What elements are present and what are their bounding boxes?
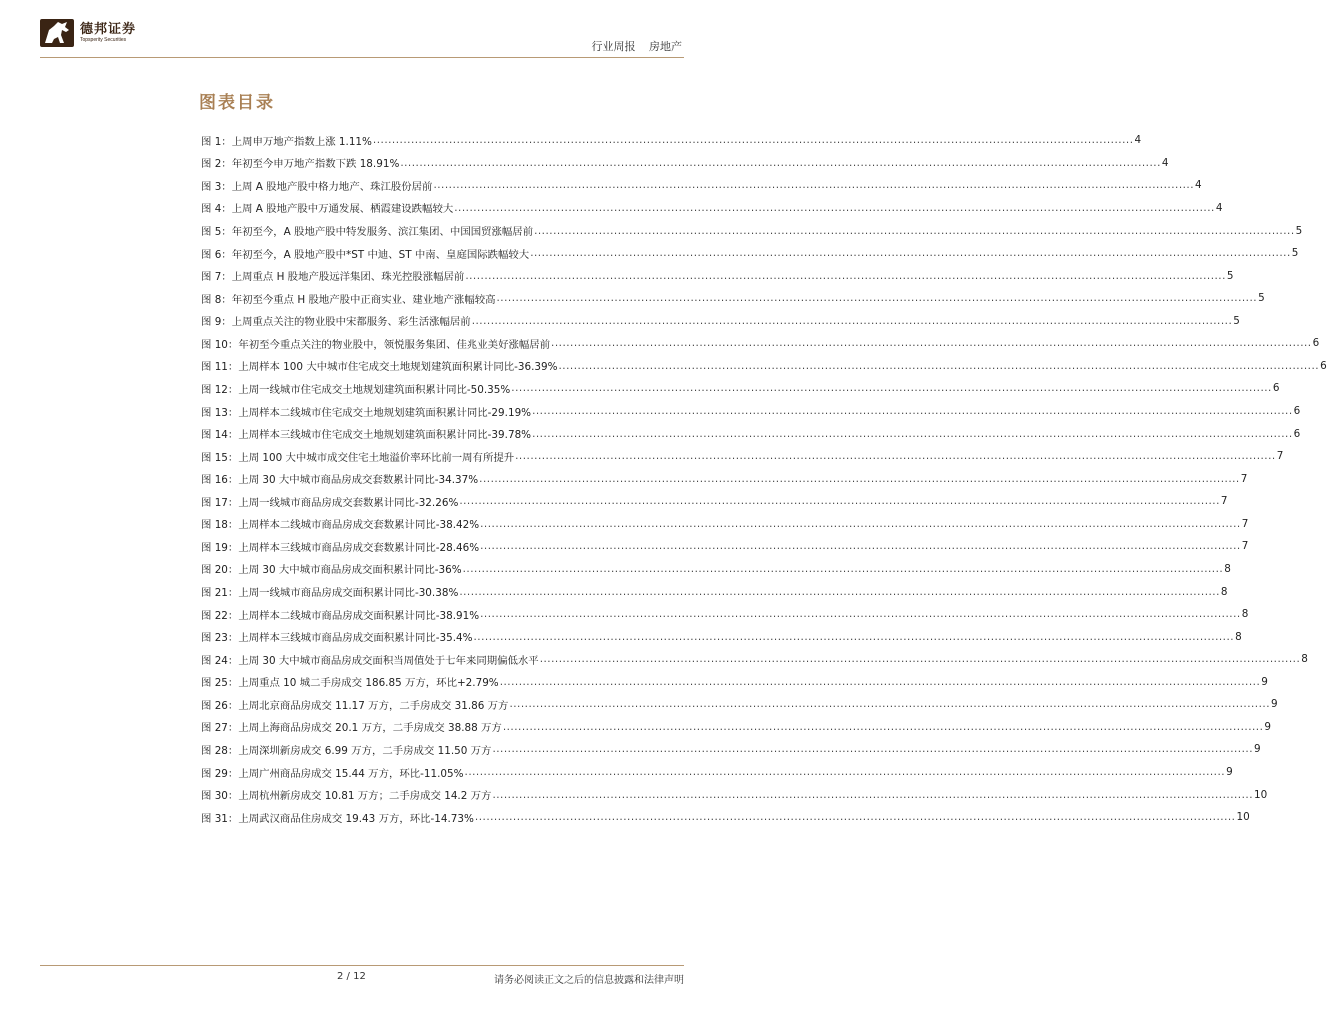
toc-entry-page: 10 xyxy=(1236,811,1250,824)
horse-logo-icon xyxy=(40,17,76,49)
toc-entry-label: 图 24： xyxy=(201,654,239,667)
toc-entry-label: 图 7： xyxy=(201,271,232,284)
company-name-cn: 德邦证券 xyxy=(80,22,137,37)
toc-entry-title: 上周样本 100 大中城市住宅成交土地规划建筑面积累计同比-36.39% xyxy=(238,361,558,374)
toc-dot-leader: ........................................................................................................................................................................................................ xyxy=(474,811,1236,824)
toc-dot-leader: ........................................................................................................................................................................................................ xyxy=(462,562,1224,575)
toc-entry[interactable] xyxy=(201,558,1231,581)
toc-dot-leader: ........................................................................................................................................................................................................ xyxy=(515,450,1276,463)
toc-entry-page: 4 xyxy=(1161,156,1169,169)
toc-dot-leader: ........................................................................................................................................................................................................ xyxy=(433,179,1195,192)
toc-entry-label: 图 11： xyxy=(201,361,239,374)
toc-entry-label: 图 25： xyxy=(201,677,239,690)
toc-entry[interactable] xyxy=(201,332,1320,355)
toc-entry-page: 9 xyxy=(1261,675,1268,688)
toc-entry-label: 图 8： xyxy=(201,293,232,306)
toc-dot-leader: ........................................................................................................................................................................................................ xyxy=(534,224,1295,237)
toc-entry-page: 6 xyxy=(1312,337,1320,350)
toc-entry-page: 5 xyxy=(1226,269,1234,282)
toc-entry[interactable] xyxy=(201,197,1223,220)
toc-dot-leader: ........................................................................................................................................................................................................ xyxy=(464,766,1226,779)
toc-entry-title: 上周 A 股地产股中格力地产、珠江股份居前 xyxy=(231,180,433,193)
toc-entry[interactable] xyxy=(201,580,1228,603)
toc-entry-label: 图 13： xyxy=(201,406,239,419)
toc-dot-leader: ........................................................................................................................................................................................................ xyxy=(400,156,1161,169)
toc-dot-leader: ........................................................................................................................................................................................................ xyxy=(509,698,1271,711)
toc-dot-leader: ........................................................................................................................................................................................................ xyxy=(539,653,1301,666)
toc-entry-label: 图 10： xyxy=(201,338,239,351)
toc-entry[interactable] xyxy=(201,693,1278,716)
toc-entry-title: 上周重点 10 城二手房成交 186.85 万方，环比+2.79% xyxy=(238,677,499,690)
toc-entry-page: 7 xyxy=(1220,495,1228,508)
toc-entry-label: 图 21： xyxy=(201,587,239,600)
toc-entry-title: 上周申万地产指数上涨 1.11% xyxy=(231,135,372,148)
table-of-figures xyxy=(201,129,1327,828)
toc-dot-leader: ........................................................................................................................................................................................................ xyxy=(492,788,1254,801)
toc-entry-title: 上周一线城市商品房成交套数累计同比-32.26% xyxy=(238,496,459,509)
toc-entry-title: 上周 30 大中城市商品房成交面积累计同比-36% xyxy=(238,564,462,577)
legal-disclaimer: 请务必阅读正文之后的信息披露和法律声明 xyxy=(494,975,684,986)
toc-entry-title: 年初至今，A 股地产股中特发服务、滨江集团、中国国贸涨幅居前 xyxy=(231,226,534,239)
toc-entry-title: 上周样本三线城市商品房成交面积累计同比-35.4% xyxy=(238,632,473,645)
toc-entry[interactable] xyxy=(201,242,1299,265)
toc-entry-page: 7 xyxy=(1241,540,1249,553)
report-type: 行业周报 xyxy=(591,40,636,53)
company-logo xyxy=(40,16,136,50)
toc-entry-label: 图 27： xyxy=(201,722,239,735)
toc-entry-page: 4 xyxy=(1195,179,1202,192)
toc-entry-page: 6 xyxy=(1272,382,1280,395)
toc-entry-title: 上周深圳新房成交 6.99 万方，二手房成交 11.50 万方 xyxy=(238,744,492,757)
toc-entry-label: 图 17： xyxy=(201,496,239,509)
toc-entry-page: 9 xyxy=(1271,698,1278,711)
report-sector: 房地产 xyxy=(649,40,682,53)
toc-entry[interactable] xyxy=(201,783,1268,806)
toc-entry[interactable] xyxy=(201,400,1301,423)
toc-entry-page: 8 xyxy=(1241,608,1249,621)
toc-entry-page: 5 xyxy=(1291,247,1299,260)
toc-dot-leader: ........................................................................................................................................................................................................ xyxy=(496,292,1258,305)
toc-entry-title: 年初至今，A 股地产股中*ST 中迪、ST 中南、皇庭国际跌幅较大 xyxy=(231,248,530,261)
toc-dot-leader: ........................................................................................................................................................................................................ xyxy=(551,337,1312,350)
toc-entry[interactable] xyxy=(201,535,1249,558)
page-number: 2 / 12 xyxy=(337,971,366,982)
toc-entry[interactable] xyxy=(201,467,1248,490)
toc-entry[interactable] xyxy=(201,445,1284,468)
toc-entry-page: 9 xyxy=(1254,743,1261,756)
toc-entry-label: 图 6： xyxy=(201,248,232,261)
toc-dot-leader: ........................................................................................................................................................................................................ xyxy=(459,585,1220,598)
toc-entry-page: 5 xyxy=(1258,292,1265,305)
toc-entry-page: 4 xyxy=(1215,201,1223,214)
toc-entry-title: 上周上海商品房成交 20.1 万方，二手房成交 38.88 万方 xyxy=(238,722,502,735)
toc-dot-leader: ........................................................................................................................................................................................................ xyxy=(511,382,1272,395)
toc-entry-page: 8 xyxy=(1235,630,1242,643)
footer-divider xyxy=(40,965,684,966)
toc-entry-label: 图 31： xyxy=(201,812,239,825)
toc-entry-label: 图 1： xyxy=(201,135,232,148)
toc-entry-title: 上周 A 股地产股中万通发展、栖霞建设跌幅较大 xyxy=(231,203,454,216)
toc-entry[interactable] xyxy=(201,761,1233,784)
toc-entry-label: 图 3： xyxy=(201,180,232,193)
toc-dot-leader: ........................................................................................................................................................................................................ xyxy=(480,608,1241,621)
toc-entry[interactable] xyxy=(201,603,1249,626)
toc-entry[interactable] xyxy=(201,355,1327,378)
toc-dot-leader: ........................................................................................................................................................................................................ xyxy=(473,630,1235,643)
report-header-tags xyxy=(592,38,683,54)
toc-entry[interactable] xyxy=(201,625,1242,648)
toc-entry-label: 图 2： xyxy=(201,158,232,171)
toc-entry-title: 上周样本二线城市住宅成交土地规划建筑面积累计同比-29.19% xyxy=(238,406,532,419)
toc-dot-leader: ........................................................................................................................................................................................................ xyxy=(479,472,1240,485)
toc-dot-leader: ........................................................................................................................................................................................................ xyxy=(558,359,1320,372)
toc-entry-label: 图 9： xyxy=(201,316,232,329)
toc-dot-leader: ........................................................................................................................................................................................................ xyxy=(492,743,1254,756)
toc-entry-title: 上周重点关注的物业股中宋都服务、彩生活涨幅居前 xyxy=(231,316,471,329)
toc-entry-label: 图 14： xyxy=(201,429,239,442)
toc-entry[interactable] xyxy=(201,422,1301,445)
toc-entry[interactable] xyxy=(201,806,1250,829)
toc-entry[interactable] xyxy=(201,377,1280,400)
toc-entry[interactable] xyxy=(201,152,1169,175)
toc-entry[interactable] xyxy=(201,738,1261,761)
toc-entry-label: 图 22： xyxy=(201,609,239,622)
toc-entry-page: 5 xyxy=(1295,224,1303,237)
toc-entry[interactable] xyxy=(201,310,1240,333)
toc-entry[interactable] xyxy=(201,264,1234,287)
toc-entry-title: 上周武汉商品住房成交 19.43 万方，环比-14.73% xyxy=(238,812,474,825)
toc-dot-leader: ........................................................................................................................................................................................................ xyxy=(532,427,1293,440)
header-divider xyxy=(40,57,684,58)
toc-entry-label: 图 18： xyxy=(201,519,239,532)
toc-entry[interactable] xyxy=(201,287,1265,310)
toc-entry-page: 5 xyxy=(1233,314,1240,327)
toc-entry-page: 7 xyxy=(1276,450,1284,463)
toc-entry[interactable] xyxy=(201,671,1268,694)
toc-entry-label: 图 29： xyxy=(201,767,239,780)
company-name-en: Topsperity Securities xyxy=(80,37,127,43)
toc-entry-label: 图 20： xyxy=(201,564,239,577)
toc-entry-label: 图 4： xyxy=(201,203,232,216)
toc-entry-title: 上周样本二线城市商品房成交套数累计同比-38.42% xyxy=(238,519,480,532)
toc-entry-page: 4 xyxy=(1134,134,1142,147)
toc-entry[interactable] xyxy=(201,716,1272,739)
toc-entry-page: 6 xyxy=(1293,427,1301,440)
toc-entry-title: 上周一线城市住宅成交土地规划建筑面积累计同比-50.35% xyxy=(238,383,511,396)
toc-dot-leader: ........................................................................................................................................................................................................ xyxy=(471,314,1233,327)
toc-entry[interactable] xyxy=(201,490,1228,513)
toc-entry-label: 图 16： xyxy=(201,474,239,487)
toc-dot-leader: ........................................................................................................................................................................................................ xyxy=(480,517,1241,530)
toc-entry-title: 上周北京商品房成交 11.17 万方，二手房成交 31.86 万方 xyxy=(238,699,509,712)
toc-entry[interactable] xyxy=(201,219,1303,242)
toc-dot-leader: ........................................................................................................................................................................................................ xyxy=(530,247,1291,260)
toc-entry-label: 图 30： xyxy=(201,790,239,803)
toc-entry-page: 9 xyxy=(1226,766,1233,779)
toc-entry-label: 图 15： xyxy=(201,451,239,464)
toc-title: 图表目录 xyxy=(199,93,275,113)
toc-entry-page: 6 xyxy=(1320,359,1327,372)
toc-entry[interactable] xyxy=(201,129,1142,152)
toc-entry-page: 8 xyxy=(1224,562,1231,575)
toc-entry-title: 年初至今申万地产指数下跌 18.91% xyxy=(231,158,400,171)
toc-entry-title: 上周样本三线城市商品房成交套数累计同比-28.46% xyxy=(238,541,480,554)
toc-entry-title: 上周重点 H 股地产股远洋集团、珠光控股涨幅居前 xyxy=(231,271,465,284)
toc-entry[interactable] xyxy=(201,174,1202,197)
toc-entry-title: 上周 100 大中城市成交住宅土地溢价率环比前一周有所提升 xyxy=(238,451,515,464)
toc-dot-leader: ........................................................................................................................................................................................................ xyxy=(372,134,1134,147)
toc-entry-page: 7 xyxy=(1241,517,1249,530)
toc-dot-leader: ........................................................................................................................................................................................................ xyxy=(502,720,1264,733)
toc-entry-page: 8 xyxy=(1301,653,1308,666)
toc-entry-label: 图 5： xyxy=(201,226,232,239)
toc-entry-title: 上周杭州新房成交 10.81 万方；二手房成交 14.2 万方 xyxy=(238,790,492,803)
toc-dot-leader: ........................................................................................................................................................................................................ xyxy=(454,201,1215,214)
toc-entry-label: 图 12： xyxy=(201,383,239,396)
toc-entry-label: 图 19： xyxy=(201,541,239,554)
toc-dot-leader: ........................................................................................................................................................................................................ xyxy=(480,540,1241,553)
toc-entry-label: 图 26： xyxy=(201,699,239,712)
toc-entry-page: 8 xyxy=(1220,585,1228,598)
toc-entry-page: 9 xyxy=(1264,720,1272,733)
toc-entry-label: 图 23： xyxy=(201,632,239,645)
toc-entry-title: 上周 30 大中城市商品房成交套数累计同比-34.37% xyxy=(238,474,479,487)
toc-dot-leader: ........................................................................................................................................................................................................ xyxy=(459,495,1220,508)
toc-entry-title: 年初至今重点关注的物业股中，领悦服务集团、佳兆业美好涨幅居前 xyxy=(238,338,551,351)
toc-entry-title: 上周样本三线城市住宅成交土地规划建筑面积累计同比-39.78% xyxy=(238,429,532,442)
toc-entry-title: 上周样本二线城市商品房成交面积累计同比-38.91% xyxy=(238,609,480,622)
toc-dot-leader: ........................................................................................................................................................................................................ xyxy=(499,675,1261,688)
toc-entry-page: 7 xyxy=(1240,472,1248,485)
toc-entry-title: 上周一线城市商品房成交面积累计同比-30.38% xyxy=(238,587,459,600)
toc-entry-page: 6 xyxy=(1293,405,1301,418)
toc-entry-title: 上周广州商品房成交 15.44 万方，环比-11.05% xyxy=(238,767,464,780)
toc-entry[interactable] xyxy=(201,513,1249,536)
toc-entry[interactable] xyxy=(201,648,1308,671)
toc-dot-leader: ........................................................................................................................................................................................................ xyxy=(465,269,1226,282)
toc-entry-title: 上周 30 大中城市商品房成交面积当周值处于七年来同期偏低水平 xyxy=(238,654,539,667)
toc-dot-leader: ........................................................................................................................................................................................................ xyxy=(532,405,1293,418)
toc-entry-page: 10 xyxy=(1254,788,1268,801)
toc-entry-label: 图 28： xyxy=(201,744,239,757)
toc-entry-title: 年初至今重点 H 股地产股中正商实业、建业地产涨幅较高 xyxy=(231,293,496,306)
